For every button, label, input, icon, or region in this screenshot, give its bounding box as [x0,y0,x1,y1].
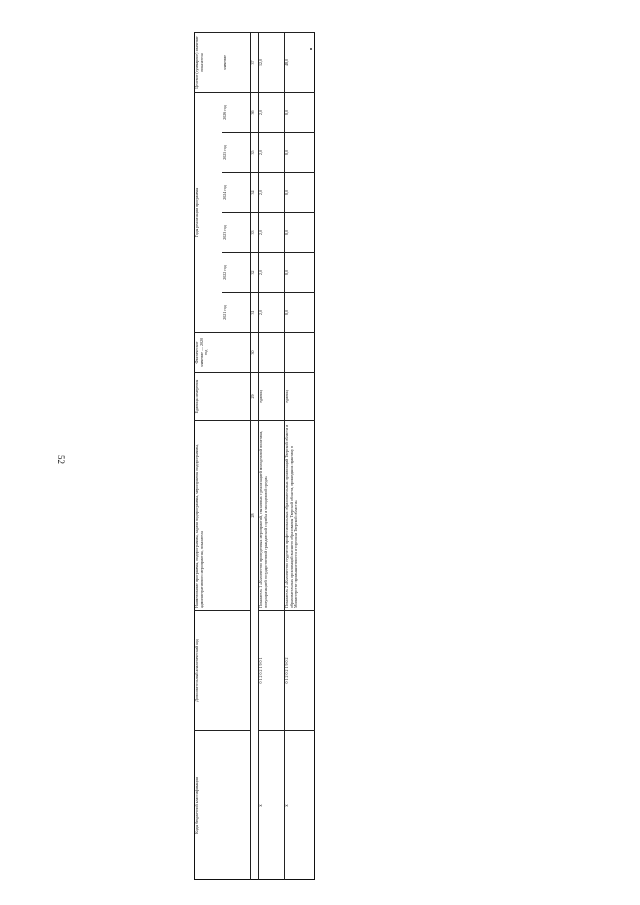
header-row [194,32,251,880]
col-num-31: 31 [250,292,258,332]
value-2024: 8,0 [284,172,315,212]
year-2026: 2026 год [222,92,250,132]
year-2025: 2025 год [222,132,250,172]
year-2021: 2021 год [222,292,250,332]
indicator-name: Показатель 2 «Количество студентов профессиональных образовательных организаций Тверской области и образовательных организаций высшего образования Тверской области, прошедших практику в Министерстве промышленности и торговли Тверской области» [284,420,315,610]
value-2023: 2,0 [258,212,284,252]
value-2023: 8,0 [284,212,315,252]
col-num-30: 30 [250,332,258,372]
col-num-33: 33 [250,212,258,252]
value-2022: 2,0 [258,252,284,292]
value-2025: 8,0 [284,132,315,172]
value-2022: 8,0 [284,252,315,292]
table-row [258,32,285,880]
fact-cell [258,332,284,372]
target-value: 12,0 [258,32,284,92]
year-2024: 2024 год [222,172,250,212]
indicator-name: Показатель 1 «Количество проведенных мероприятий, связанных с реализацией молодежной политики, популяризацией государственной гражданской службы и молодежной среди» [258,420,284,610]
page-number: 52 [56,455,66,464]
budget-codes: х [258,730,284,880]
col-num-34: 34 [250,172,258,212]
col-num-36: 36 [250,92,258,132]
code-header: Дополнительный аналитический код [194,610,250,730]
unit-header: Единица измерения [194,372,250,420]
budget-header: Коды бюджетной классификации [194,730,250,880]
value-2026: 2,0 [258,92,284,132]
budget-codes: х [284,730,315,880]
value-2021: 8,0 [284,292,315,332]
value-header: значение [222,32,250,92]
target-value: 48,0 [284,32,315,92]
analytic-code: 0 1 2 0 2 1 9 0 1 [258,610,284,730]
col-num-32: 32 [250,252,258,292]
table-row [284,32,315,880]
analytic-code: 0 1 2 0 2 1 9 0 2 [284,610,315,730]
fact-header: Фактическое значение — 2020 год [194,332,250,372]
indicator-unit: единиц [284,372,315,420]
value-2021: 2,0 [258,292,284,332]
year-2023: 2023 год [222,212,250,252]
col-num-29: 29 [250,372,258,420]
name-header: Наименование программы, подпрограммы, задачи подпрограммы, мероприятия подпрограммы, административного мероприятия, показателя [194,420,250,610]
indicator-unit: единиц [258,372,284,420]
col-num-35: 35 [250,132,258,172]
target-header: Целевое (суммарное) значение показателя [194,32,222,92]
col-num-28: 28 [250,420,258,610]
years-header: Годы реализации программы [194,92,222,332]
rotated-table [194,32,315,880]
value-2025: 2,0 [258,132,284,172]
col-num-37: 37 [250,32,258,92]
value-2024: 2,0 [258,172,284,212]
value-2026: 8,0 [284,92,315,132]
year-2022: 2022 год [222,252,250,292]
fact-cell [284,332,315,372]
